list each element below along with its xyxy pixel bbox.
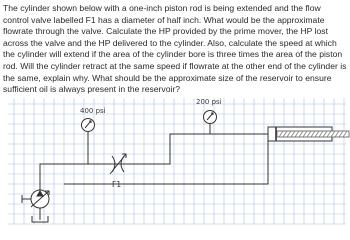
graph-paper-grid bbox=[8, 98, 346, 224]
pressure-gauge-left bbox=[82, 119, 95, 132]
gauge-left-label: 400 psi bbox=[80, 107, 106, 115]
pump-icon bbox=[22, 190, 49, 208]
gauge-right-label: 200 psi bbox=[196, 98, 222, 106]
pressure-gauge-right bbox=[204, 111, 217, 124]
question-text: The cylinder shown below with a one-inch piston rod is being extended and the flow control valve labelled F1 has a diameter of half inch. What would be the approximate flowrate through the valve. Calculate the HP provided by the prime mover, the HP lost across the valve and the HP delivered to the cylinder. Also, calculate the speed at which the cylinder will extend if the area of the cylinder bore is three times the area of the piston rod. Will the cylinder retract at the same speed if flowrate at the other end of the cylinder is the same, explain why. What should be the approximate size of the reservoir to ensure sufficient oil is always present in the reservoir? bbox=[3, 3, 347, 95]
hydraulic-circuit-figure bbox=[0, 92, 350, 228]
valve-label: F1 bbox=[112, 180, 122, 189]
hydraulic-cylinder-icon bbox=[268, 127, 349, 141]
